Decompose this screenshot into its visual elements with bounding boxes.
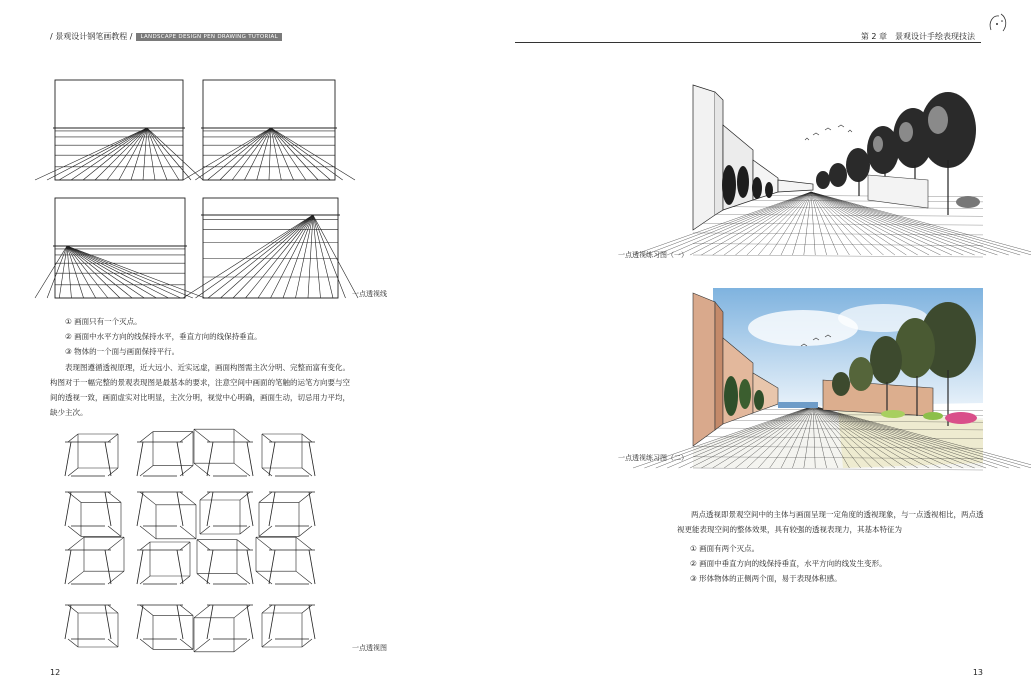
cube-edge — [200, 492, 210, 500]
page-number-right: 13 — [972, 668, 983, 677]
cube-sketch-10 — [137, 542, 190, 584]
cube-edge — [200, 526, 210, 534]
cube-edge — [68, 571, 84, 584]
cube-edge — [309, 550, 315, 584]
cube-sketch-14 — [137, 605, 193, 649]
cube-edge — [180, 605, 193, 615]
cube-edge — [140, 639, 153, 649]
cube-edge — [256, 537, 272, 550]
cube-edge — [207, 492, 213, 526]
cube-edge — [262, 434, 272, 442]
cube-edge — [269, 442, 275, 476]
cube-edge — [140, 526, 156, 539]
cube-edge — [234, 429, 250, 442]
cube-edge — [309, 605, 315, 639]
cube-edge — [108, 605, 118, 613]
ground-line — [693, 468, 983, 470]
caption-practice-1: 一点透视练习图（一） — [618, 251, 688, 259]
cube-edge — [247, 492, 253, 526]
cube-edge — [108, 434, 118, 442]
left-page — [0, 0, 515, 700]
list-item: ① 画面只有一个灭点。 — [65, 317, 142, 326]
cube-edge — [296, 537, 312, 550]
cube-edge — [247, 550, 253, 584]
cube-perspective-sketches — [0, 0, 515, 700]
cube-edge — [177, 442, 183, 476]
cube-edge — [302, 639, 312, 647]
cube-edge — [269, 550, 275, 584]
cube-edge — [302, 468, 312, 476]
cube-edge — [180, 432, 193, 442]
cube-edge — [177, 605, 183, 639]
header-rule — [515, 42, 981, 43]
cube-edge — [299, 526, 312, 536]
cube-edge — [65, 605, 71, 639]
cube-sketch-4 — [262, 434, 315, 476]
cube-edge — [309, 442, 315, 476]
cube-edge — [269, 492, 275, 526]
cube-edge — [256, 571, 272, 584]
list-item: ① 画面有两个灭点。 — [690, 544, 760, 553]
cube-edge — [105, 550, 111, 584]
cube-sketch-16 — [262, 605, 315, 647]
list-item: ③ 形体物体的正侧两个面，易于表现体积感。 — [690, 574, 842, 583]
cube-edge — [105, 492, 111, 526]
cube-edge — [207, 550, 213, 584]
cube-edge — [194, 639, 210, 652]
cube-edge — [108, 526, 121, 536]
cube-sketch-3 — [194, 429, 253, 476]
cube-edge — [105, 605, 111, 639]
cube-edge — [296, 571, 312, 584]
cube-edge — [177, 550, 183, 584]
cube-edge — [197, 540, 210, 550]
cube-edge — [65, 550, 71, 584]
list-item: ② 画面中水平方向的线保持水平，垂直方向的线保持垂直。 — [65, 332, 262, 341]
cube-edge — [68, 434, 78, 442]
cube-edge — [180, 492, 196, 505]
cube-edge — [194, 605, 210, 618]
caption-perspective-lines: 一点透视线 — [352, 290, 387, 298]
cube-edge — [234, 605, 250, 618]
cube-edge — [65, 442, 71, 476]
cube-edge — [302, 434, 312, 442]
cube-edge — [137, 442, 143, 476]
cube-edge — [108, 537, 124, 550]
caption-practice-2: 一点透视练习图（二） — [618, 454, 688, 462]
page-number-left: 12 — [50, 668, 61, 677]
cube-edge — [309, 492, 315, 526]
cube-edge — [262, 605, 272, 613]
cube-sketch-6 — [137, 492, 196, 539]
cube-edge — [180, 526, 196, 539]
cube-edge — [234, 639, 250, 652]
cube-edge — [207, 605, 213, 639]
right-body-paragraph: 两点透视即景观空间中的主体与画面呈现一定角度的透视现象，与一点透视相比，两点透视更能表现空间的整体效果，具有较强的透视表现力，其基本特征为 — [677, 510, 984, 534]
cube-sketch-12 — [256, 537, 315, 584]
right-page — [515, 0, 1031, 700]
book-subtitle-tag: LANDSCAPE DESIGN PEN DRAWING TUTORIAL — [136, 33, 281, 41]
cube-edge — [105, 442, 111, 476]
cube-sketch-13 — [65, 605, 118, 647]
corner-ornament-icon — [985, 10, 1011, 36]
cube-edge — [259, 492, 272, 502]
cube-edge — [207, 442, 213, 476]
cube-edge — [180, 542, 190, 550]
cube-edge — [68, 639, 78, 647]
cube-edge — [194, 429, 210, 442]
cube-sketch-15 — [194, 605, 253, 652]
cube-sketch-1 — [65, 434, 118, 476]
street-sketch-bw — [693, 80, 983, 255]
cube-edge — [68, 537, 84, 550]
left-body-paragraph: 表现图遵循透视原理，近大远小、近实远虚，画面构图需主次分明、完整而富有变化。构图对于一幅完整的景观表现图是最基本的要求，注意空间中画面的笔触的运笔方向要与空间的透视一致，画面虚实对比明显，主次分明，视觉中心明确，画面生动，切忌用力平均，缺少主次。 — [50, 363, 350, 417]
cube-edge — [247, 605, 253, 639]
cube-edge — [180, 639, 193, 649]
ground-line — [693, 255, 983, 257]
caption-cube-sketches: 一点透视图 — [352, 644, 387, 652]
cube-edge — [137, 605, 143, 639]
list-item: ② 画面中垂直方向的线保持垂直，水平方向的线发生变形。 — [690, 559, 887, 568]
cube-sketch-8 — [259, 492, 315, 536]
cube-edge — [108, 639, 118, 647]
right-feature-list — [690, 541, 990, 586]
cube-edge — [68, 468, 78, 476]
cube-edge — [240, 526, 250, 534]
cube-edge — [140, 576, 150, 584]
cube-edge — [137, 492, 143, 526]
cube-sketch-2 — [137, 432, 193, 476]
cube-sketch-7 — [200, 492, 253, 534]
cube-edge — [237, 574, 250, 584]
cube-sketch-5 — [65, 492, 121, 536]
cube-edge — [237, 540, 250, 550]
cube-edge — [177, 492, 183, 526]
right-running-header: 第 2 章 景观设计手绘表现技法 — [860, 32, 975, 41]
cube-edge — [194, 463, 210, 476]
cube-sketch-9 — [65, 537, 124, 584]
cube-sketch-11 — [197, 540, 253, 584]
cube-edge — [247, 442, 253, 476]
cube-edge — [140, 466, 153, 476]
cube-edge — [108, 571, 124, 584]
cube-edge — [262, 639, 272, 647]
cube-edge — [140, 542, 150, 550]
list-item: ③ 物体的一个面与画面保持平行。 — [65, 347, 180, 356]
cube-edge — [259, 526, 272, 536]
street-sketch-color — [693, 288, 983, 468]
cube-edge — [137, 550, 143, 584]
book-title: / 景观设计钢笔画教程 / — [50, 32, 133, 41]
cube-edge — [68, 526, 81, 536]
cube-edge — [234, 463, 250, 476]
cube-edge — [269, 605, 275, 639]
cube-edge — [108, 492, 121, 502]
cube-edge — [140, 432, 153, 442]
cube-edge — [65, 492, 71, 526]
